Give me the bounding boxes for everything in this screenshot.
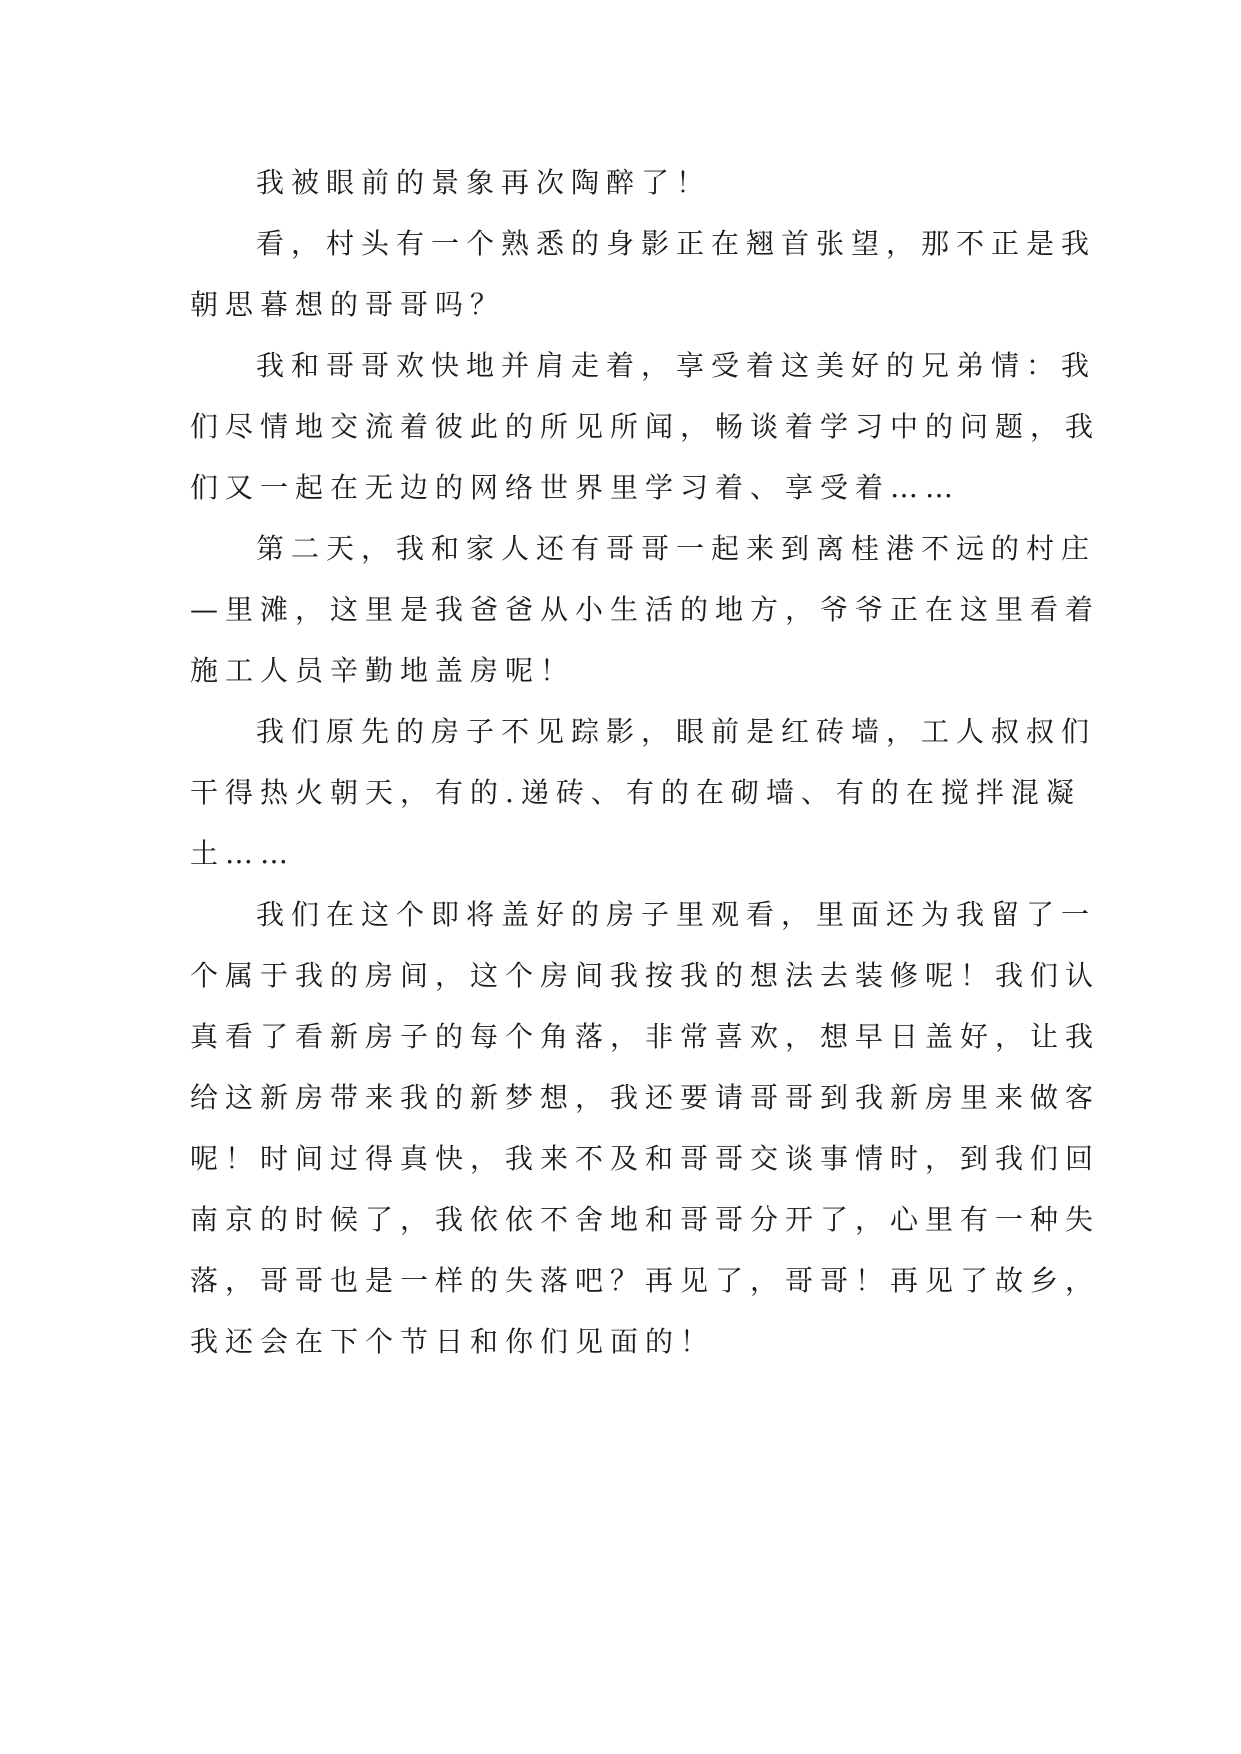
text-line: 真看了看新房子的每个角落，非常喜欢，想早日盖好，让我 <box>190 1020 1101 1053</box>
text-line: 们又一起在无边的网络世界里学习着、享受着…… <box>190 471 961 504</box>
text-line: —里滩，这里是我爸爸从小生活的地方，爷爷正在这里看着 <box>190 593 1101 626</box>
text-line: 朝思暮想的哥哥吗？ <box>190 288 506 321</box>
text-line: 第二天，我和家人还有哥哥一起来到离桂港不远的村庄 <box>256 532 1097 565</box>
text-line: 干得热火朝天，有的.递砖、有的在砌墙、有的在搅拌混凝 <box>190 776 1081 809</box>
text-line: 给这新房带来我的新梦想，我还要请哥哥到我新房里来做客 <box>190 1081 1101 1114</box>
text-line: 们尽情地交流着彼此的所见所闻，畅谈着学习中的问题，我 <box>190 410 1101 443</box>
text-line: 看，村头有一个熟悉的身影正在翘首张望，那不正是我 <box>256 227 1097 260</box>
text-line: 呢！时间过得真快，我来不及和哥哥交谈事情时，到我们回 <box>190 1142 1101 1175</box>
text-line: 落，哥哥也是一样的失落吧？再见了，哥哥！再见了故乡， <box>190 1264 1101 1297</box>
text-line: 个属于我的房间，这个房间我按我的想法去装修呢！我们认 <box>190 959 1101 992</box>
text-line: 我还会在下个节日和你们见面的！ <box>190 1325 716 1358</box>
text-line: 南京的时候了，我依依不舍地和哥哥分开了，心里有一种失 <box>190 1203 1101 1236</box>
text-line: 我被眼前的景象再次陶醉了！ <box>256 166 712 199</box>
text-line: 我和哥哥欢快地并肩走着，享受着这美好的兄弟情：我 <box>256 349 1097 382</box>
text-line: 我们在这个即将盖好的房子里观看，里面还为我留了一 <box>256 898 1097 931</box>
text-line: 施工人员辛勤地盖房呢！ <box>190 654 576 687</box>
text-line: 土…… <box>190 837 296 870</box>
text-line: 我们原先的房子不见踪影，眼前是红砖墙，工人叔叔们 <box>256 715 1097 748</box>
body-text <box>190 152 1101 1372</box>
